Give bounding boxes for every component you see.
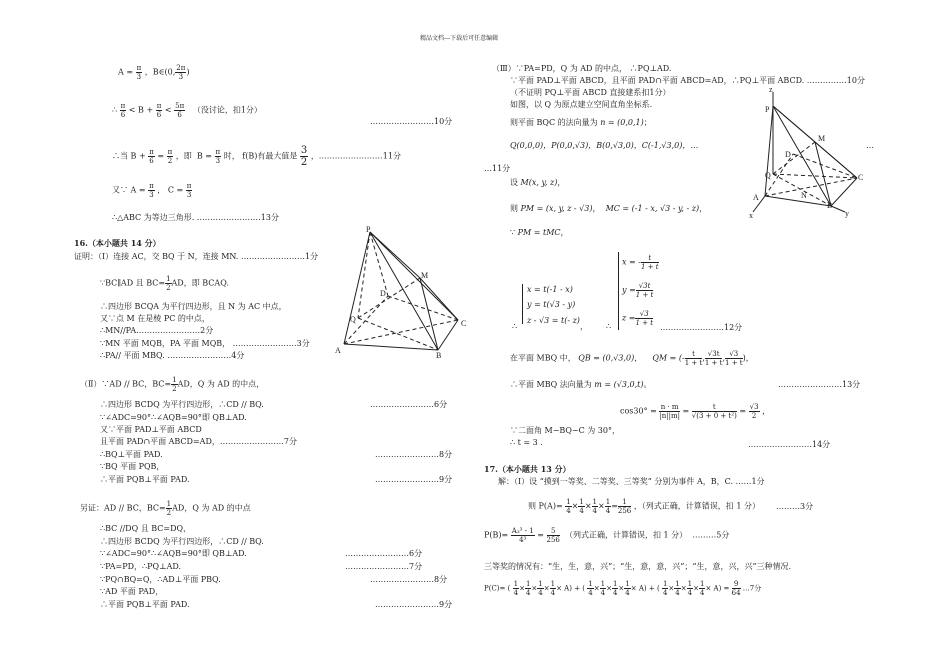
proof-line-7: ∴PA// 平面 MBQ. ……………………4分 <box>100 351 245 360</box>
frac-pc-2: $\frac{1}{4}$ <box>525 580 531 597</box>
proof-line-12: 且平面 PAD∩平面 ABCD=AD，……………………7分 <box>100 437 297 446</box>
fig2-label-A: A <box>753 193 759 202</box>
fig2-label-D: D <box>785 150 791 159</box>
alt-proof-line-8-score: ……………………9分 <box>375 600 453 609</box>
alt-proof-line-4: ∵∠ADC=90°∴∠AQB=90°即 QB⊥AD. <box>100 549 247 558</box>
dihedral-line: ∵二面角 M−BQ−C 为 30°， <box>510 426 620 435</box>
normal-mbq-line: ∴平面 MBQ 法向量为 m = (√3,0,t)。 <box>510 380 652 389</box>
frac-pi-6c: $\frac{\pi}{6}$ <box>149 148 154 165</box>
frac-pc-5: $\frac{1}{4}$ <box>588 580 593 597</box>
frac-nm: $\frac{n \cdot m}{|n||m|}$ <box>659 403 680 420</box>
line-equilateral: ∴△ABC 为等边三角形. ……………………13分 <box>112 213 279 222</box>
alt-proof-line-1: 另证：AD // BC，BC= $\frac{1}{2}$ AD，Q 为 AD 的中点 <box>80 500 251 517</box>
label-Q: Q <box>350 315 356 324</box>
system-brace-right <box>618 252 619 330</box>
part3-line-3: （不证明 PQ⊥平面 ABCD 直接建系扣1分） <box>510 88 671 97</box>
pm-tmc-line: ∵ PM = tMC， <box>510 228 569 237</box>
frac-pa-2: $\frac{1}{4}$ <box>579 498 584 515</box>
proof-line-9-score: ……………………6分 <box>370 400 448 409</box>
frac-r3-2: $\frac{√3}{2}$ <box>749 403 759 420</box>
frac-t-1pt: $\frac{t}{1 + t}$ <box>641 254 659 271</box>
score-13: ……………………13分 <box>778 380 861 389</box>
alt-proof-line-6-score: ……………………8分 <box>370 575 448 584</box>
part3-line-2: ∵平面 PAD⊥平面 ABCD，且平面 PAD∩平面 ABCD=AD，∴PQ⊥平面 ABCD. ……………10分 <box>510 76 865 85</box>
therefore-1: ∴ <box>512 322 518 331</box>
proof-line-10: ∵∠ADC=90°∴∠AQB=90°即 QB⊥AD. <box>100 413 247 422</box>
q17-line-1: 解：（Ⅰ）设 “摸到一等奖、二等奖、三等奖” 分别为事件 A，B，C. ……1分 <box>498 477 765 486</box>
frac-2pi-3: $\frac{2\pi}{3}$ <box>176 64 186 81</box>
frac-pi-3c: $\frac{\pi}{3}$ <box>149 182 154 199</box>
fig2-label-N: N <box>801 191 807 200</box>
alt-proof-line-5: ∵PA=PD，∴PQ⊥AD. <box>100 562 182 571</box>
proof-line-13: ∴BQ⊥平面 PAD. <box>100 450 163 459</box>
frac-3-2: $\frac{3}{2}$ <box>300 145 308 168</box>
comma-1: ， <box>580 322 588 331</box>
frac-pc-9: $\frac{1}{4}$ <box>662 580 668 597</box>
alt-proof-line-6: ∵PQ∩BQ=Q，∴AD⊥平面 PBQ. <box>100 575 221 584</box>
cos30-line: cos30° = $\frac{n \cdot m}{|n||m|}$ = $\frac{t}{\text{√(3 + 0 + t²)}}$ = $\frac{√3}{2}$ ， <box>620 403 771 420</box>
alt-proof-line-7: ∵AD 平面 PAD， <box>100 587 164 596</box>
frac-pc-11: $\frac{1}{4}$ <box>687 580 693 597</box>
vectors-line: 则 PM = (x, y, z - √3)， MC = (-1 - x, √3 - y, - z)， <box>510 204 708 213</box>
line-max-value: ∴当 B + $\frac{\pi}{6}$ = $\frac{\pi}{2}$ ，即 B = $\frac{\pi}{3}$ 时， f(B)有最大值是 $\frac{3}{2}$ ，……………………11分 <box>112 145 401 168</box>
fig2-label-y: y <box>845 209 849 218</box>
system-eq-2: y = t(√3 - y) <box>527 300 576 309</box>
q17-pc-line: P(C)= ( $\frac{1}{4}$ × $\frac{1}{4}$ × $\frac{1}{4}$ × $\frac{1}{4}$ × A) + ( $\frac{1}{4}$ × $\frac{1}{4}$ × $\frac{1}{4}$ × $\frac{1}{4}$ × A) + ( $\frac{1}{4}$ × $\frac{1}{4}$ × $\frac{1}{4}$ × $\frac{1}{4}$ × A) = $\frac{9}{64}$ …7分 <box>484 580 762 597</box>
proof-line-14: ∵BQ 平面 PQB， <box>100 462 165 471</box>
proof-line-5: ∴MN//PA……………………2分 <box>100 326 214 335</box>
label-B: B <box>436 351 442 360</box>
frac-pc-3: $\frac{1}{4}$ <box>538 580 543 597</box>
label-M: M <box>421 271 429 280</box>
system-brace-left <box>522 284 523 324</box>
frac-pi-3b: $\frac{\pi}{3}$ <box>215 148 221 165</box>
set-m-line: 设 M(x, y, z)， <box>510 178 566 187</box>
label-A: A <box>335 346 341 355</box>
proof-line-15-score: ……………………9分 <box>375 475 453 484</box>
coordinates-continue: … <box>866 141 874 150</box>
page-header: 精品文档---下载后可任意编辑 <box>420 35 499 42</box>
label-P: P <box>366 225 371 234</box>
fig2-label-C: C <box>858 173 864 182</box>
frac-1-2: $\frac{1}{2}$ <box>166 275 171 292</box>
proof-line-11: 又∵平面 PAD⊥平面 ABCD <box>100 425 202 434</box>
score-14: ……………………14分 <box>748 440 831 449</box>
frac-t-sqrt: $\frac{t}{\text{√(3 + 0 + t²)}}$ <box>691 403 737 420</box>
frac-pa-3: $\frac{1}{4}$ <box>592 498 598 515</box>
alt-proof-line-3: ∴四边形 BCDQ 为平行四边形，∴CD // BQ. <box>100 537 264 546</box>
proof-line-3: ∴四边形 BCQA 为平行四边形，且 N 为 AC 中点， <box>100 302 287 311</box>
frac-pc-4: $\frac{1}{4}$ <box>550 580 556 597</box>
frac-5pi-6: $\frac{5\pi}{6}$ <box>175 102 185 119</box>
line-range-inequality: ∴ $\frac{\pi}{6}$ < B + $\frac{\pi}{6}$ < $\frac{5\pi}{6}$ （没讨论，扣1分） <box>112 102 262 119</box>
line-a-c: 又∵ A = $\frac{\pi}{3}$ ， C = $\frac{\pi}{3}$ <box>112 182 192 199</box>
part3-line-4: 如图，以 Q 为原点建立空间直角坐标系. <box>510 100 653 109</box>
question-16-title: 16.（本小题共 14 分） <box>74 238 161 248</box>
frac-qm-x: $\frac{t}{1 + t}$ <box>684 350 703 367</box>
frac-pa-4: $\frac{1}{4}$ <box>605 498 611 515</box>
fig2-label-x: x <box>749 211 753 220</box>
frac-pc-8: $\frac{1}{4}$ <box>625 580 630 597</box>
q17-pa-score: ………3分 <box>776 502 814 511</box>
alt-proof-line-8: ∴平面 PQB⊥平面 PAD. <box>100 600 190 609</box>
fig2-label-B: B <box>827 201 833 210</box>
proof-line-13-score: ……………………8分 <box>375 450 453 459</box>
proof-line-6: ∵MN 平面 MQB，PA 平面 MQB， ……………………3分 <box>100 339 310 348</box>
frac-9-64: $\frac{9}{64}$ <box>731 580 741 597</box>
fig2-label-z: z <box>769 86 773 94</box>
proof-line-4: 又∵点 M 在是棱 PC 的中点， <box>100 314 210 323</box>
frac-qm-z: $\frac{√3}{1 + t}$ <box>725 350 743 367</box>
frac-1-2c: $\frac{1}{2}$ <box>166 500 172 517</box>
q17-pb-line: P(B)= $\frac{\text{A₃³ - 1}}{\text{4³}}$ = $\frac{5}{256}$ （列式正确，计算错误，扣 1 分） ………5分 <box>484 527 730 544</box>
alt-proof-line-4-score: ……………………6分 <box>345 549 423 558</box>
frac-pb-a: $\frac{\text{A₃³ - 1}}{\text{4³}}$ <box>511 527 534 544</box>
frac-pc-7: $\frac{1}{4}$ <box>612 580 618 597</box>
frac-pi-6: $\frac{\pi}{6}$ <box>120 102 126 119</box>
frac-pc-12: $\frac{1}{4}$ <box>699 580 705 597</box>
coordinates-line: Q(0,0,0)，P(0,0,√3)，B(0,√3,0)，C(-1,√3,0)，… <box>510 141 699 150</box>
therefore-2: ∴ <box>606 322 612 331</box>
alt-proof-line-2: ∴BC //DQ 且 BC=DQ， <box>100 524 192 533</box>
score-12: ……………………12分 <box>660 323 743 332</box>
plane-mbq-line: 在平面 MBQ 中， QB = (0,√3,0)， QM = (- $\frac{t}{1 + t}$ , $\frac{√3t}{1 + t}$ , $\frac{√3}{1 + t}$ )， <box>510 350 754 367</box>
question-17-title: 17.（本小题共 13 分） <box>484 464 571 474</box>
score-11: …11分 <box>484 164 511 173</box>
alt-proof-line-5-score: ……………………7分 <box>345 562 423 571</box>
part3-line-5: 则平面 BQC 的法向量为 n = (0,0,1)； <box>510 118 652 127</box>
frac-pc-10: $\frac{1}{4}$ <box>675 580 680 597</box>
frac-1-2b: $\frac{1}{2}$ <box>172 376 177 393</box>
part3-line-1: （Ⅲ）∵PA=PD，Q 为 AD 的中点， ∴PQ⊥AD. <box>492 64 672 73</box>
solution-z: z = $\frac{√3}{1 + t}$ <box>622 310 654 327</box>
coordinate-pyramid-figure <box>745 86 870 221</box>
frac-5-256: $\frac{5}{256}$ <box>546 527 560 544</box>
frac-qm-y: $\frac{√3t}{1 + t}$ <box>704 350 723 367</box>
q17-third-prize-line: 三等奖的情况有：“生，生，意，兴”；“生，意，意，兴”；“生，意，兴，兴”三种情况. <box>484 562 792 571</box>
frac-pa-result: $\frac{1}{256}$ <box>617 498 632 515</box>
pyramid-figure <box>330 222 480 362</box>
solution-y: y = $\frac{√3t}{1 + t}$ <box>622 282 654 299</box>
proof-line-15: ∴平面 PQB⊥平面 PAD. <box>100 475 190 484</box>
proof-line-2: ∵BC∥AD 且 BC= $\frac{1}{2}$ AD，即 BCAQ. <box>100 275 229 292</box>
frac-pc-1: $\frac{1}{4}$ <box>513 580 519 597</box>
label-C: C <box>461 319 467 328</box>
q17-pa-line: 则 P(A)= $\frac{1}{4}$ × $\frac{1}{4}$ × $\frac{1}{4}$ × $\frac{1}{4}$ = $\frac{1}{256}$ ，（列式正确，计算错误，扣 1 分） <box>528 498 760 515</box>
line-a-b-range: A = $\frac{\pi}{3}$ ，B∈(0, $\frac{2\pi}{3}$ ) <box>118 64 190 81</box>
fig2-label-M: M <box>818 134 826 143</box>
t-equals-line: ∴ t = 3 . <box>510 438 543 447</box>
solution-x: x = - $\frac{t}{1 + t}$ <box>622 254 659 271</box>
label-D: D <box>380 289 386 298</box>
frac-pc-6: $\frac{1}{4}$ <box>600 580 606 597</box>
frac-pa-1: $\frac{1}{4}$ <box>566 498 571 515</box>
frac-pi-2: $\frac{\pi}{2}$ <box>167 148 173 165</box>
fig2-label-P: P <box>765 105 770 114</box>
proof-line-1: 证明：（Ⅰ）连接 AC，交 BQ 于 N，连接 MN. ……………………1分 <box>74 252 319 261</box>
fig2-label-Q: Q <box>765 171 771 180</box>
system-eq-1: x = t(-1 - x) <box>527 285 573 294</box>
frac-r3t-1pt: $\frac{√3t}{1 + t}$ <box>635 282 654 299</box>
score-10: ……………………10分 <box>370 117 453 126</box>
frac-r3-1pt: $\frac{√3}{1 + t}$ <box>635 310 654 327</box>
frac-pi-3d: $\frac{\pi}{3}$ <box>186 182 192 199</box>
proof-line-8: （Ⅱ）∵AD // BC，BC= $\frac{1}{2}$ AD，Q 为 AD 的中点， <box>80 376 265 393</box>
frac-pi-6b: $\frac{\pi}{6}$ <box>156 102 162 119</box>
system-eq-3: z - √3 = t(- z) <box>527 316 580 325</box>
proof-line-9: ∴四边形 BCDQ 为平行四边形，∴CD // BQ. <box>100 400 264 409</box>
frac-pi-3: $\frac{\pi}{3}$ <box>136 64 142 81</box>
